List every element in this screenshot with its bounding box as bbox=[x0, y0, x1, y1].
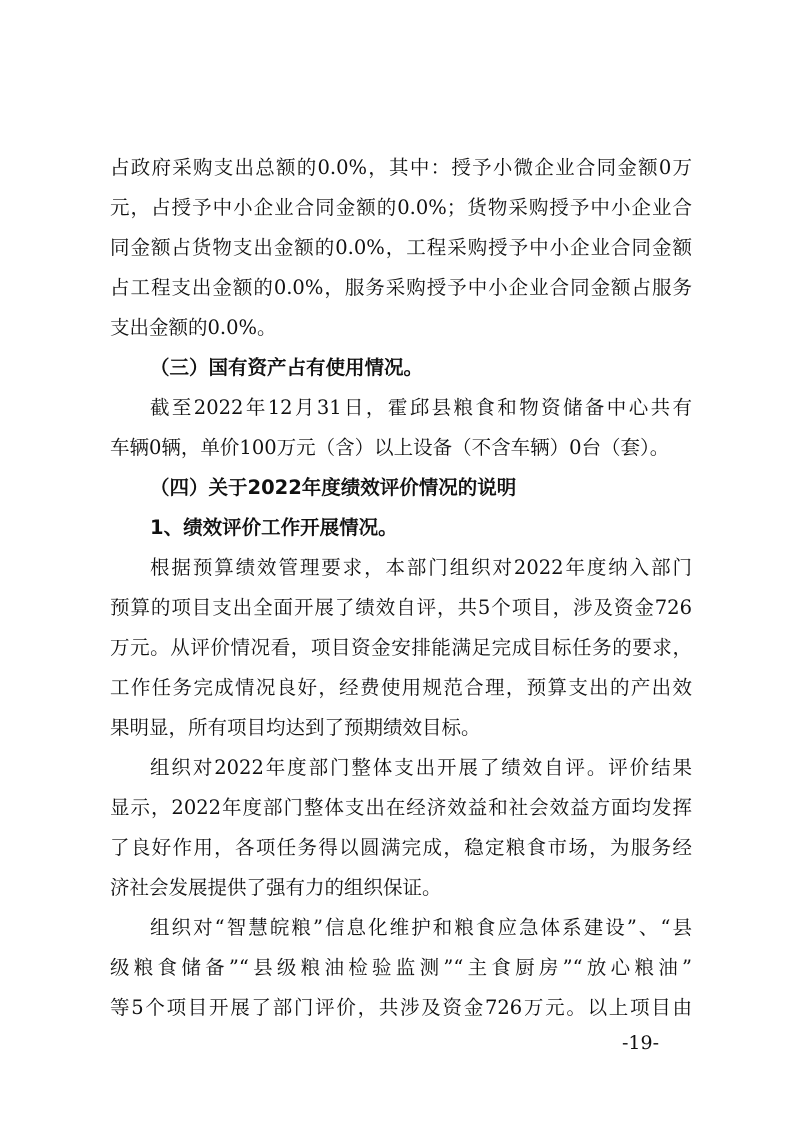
paragraph-line: 车辆0辆，单价100万元（含）以上设备（不含车辆）0台（套）。 bbox=[110, 436, 670, 459]
section-heading: （四）关于2022年度绩效评价情况的说明 bbox=[150, 476, 517, 499]
paragraph-line: 预算的项目支出全面开展了绩效自评，共5个项目，涉及资金726 bbox=[110, 596, 692, 619]
paragraph-line: 占工程支出金额的0.0%，服务采购授予中小企业合同金额占服务 bbox=[110, 276, 692, 299]
paragraph-line: 占政府采购支出总额的0.0%，其中：授予小微企业合同金额0万 bbox=[110, 156, 692, 179]
paragraph-line: 了良好作用，各项任务得以圆满完成，稳定粮食市场，为服务经 bbox=[110, 836, 692, 859]
paragraph-line: 组织对2022年度部门整体支出开展了绩效自评。评价结果 bbox=[150, 756, 692, 779]
subsection-heading: 1、绩效评价工作开展情况。 bbox=[150, 516, 398, 539]
paragraph-line: 组织对“智慧皖粮”信息化维护和粮食应急体系建设”、“县 bbox=[150, 916, 692, 939]
paragraph-line: 果明显，所有项目均达到了预期绩效目标。 bbox=[110, 716, 481, 739]
section-heading: （三）国有资产占有使用情况。 bbox=[150, 356, 424, 379]
paragraph-line: 工作任务完成情况良好，经费使用规范合理，预算支出的产出效 bbox=[110, 676, 692, 699]
paragraph-line: 支出金额的0.0%。 bbox=[110, 316, 277, 339]
paragraph-line: 同金额占货物支出金额的0.0%，工程采购授予中小企业合同金额 bbox=[110, 236, 692, 259]
paragraph-line: 等5个项目开展了部门评价，共涉及资金726万元。以上项目由 bbox=[110, 996, 692, 1019]
paragraph-line: 济社会发展提供了强有力的组织保证。 bbox=[110, 876, 442, 899]
paragraph-line: 根据预算绩效管理要求，本部门组织对2022年度纳入部门 bbox=[150, 556, 692, 579]
paragraph-line: 万元。从评价情况看，项目资金安排能满足完成目标任务的要求， bbox=[110, 636, 692, 659]
page-number: -19- bbox=[622, 1032, 660, 1054]
paragraph-line: 显示，2022年度部门整体支出在经济效益和社会效益方面均发挥 bbox=[110, 796, 692, 819]
paragraph-line: 截至2022年12月31日，霍邱县粮食和物资储备中心共有 bbox=[150, 396, 692, 419]
paragraph-line: 级粮食储备”“县级粮油检验监测”“主食厨房”“放心粮油” bbox=[110, 956, 692, 979]
paragraph-line: 元，占授予中小企业合同金额的0.0%；货物采购授予中小企业合 bbox=[110, 196, 692, 219]
